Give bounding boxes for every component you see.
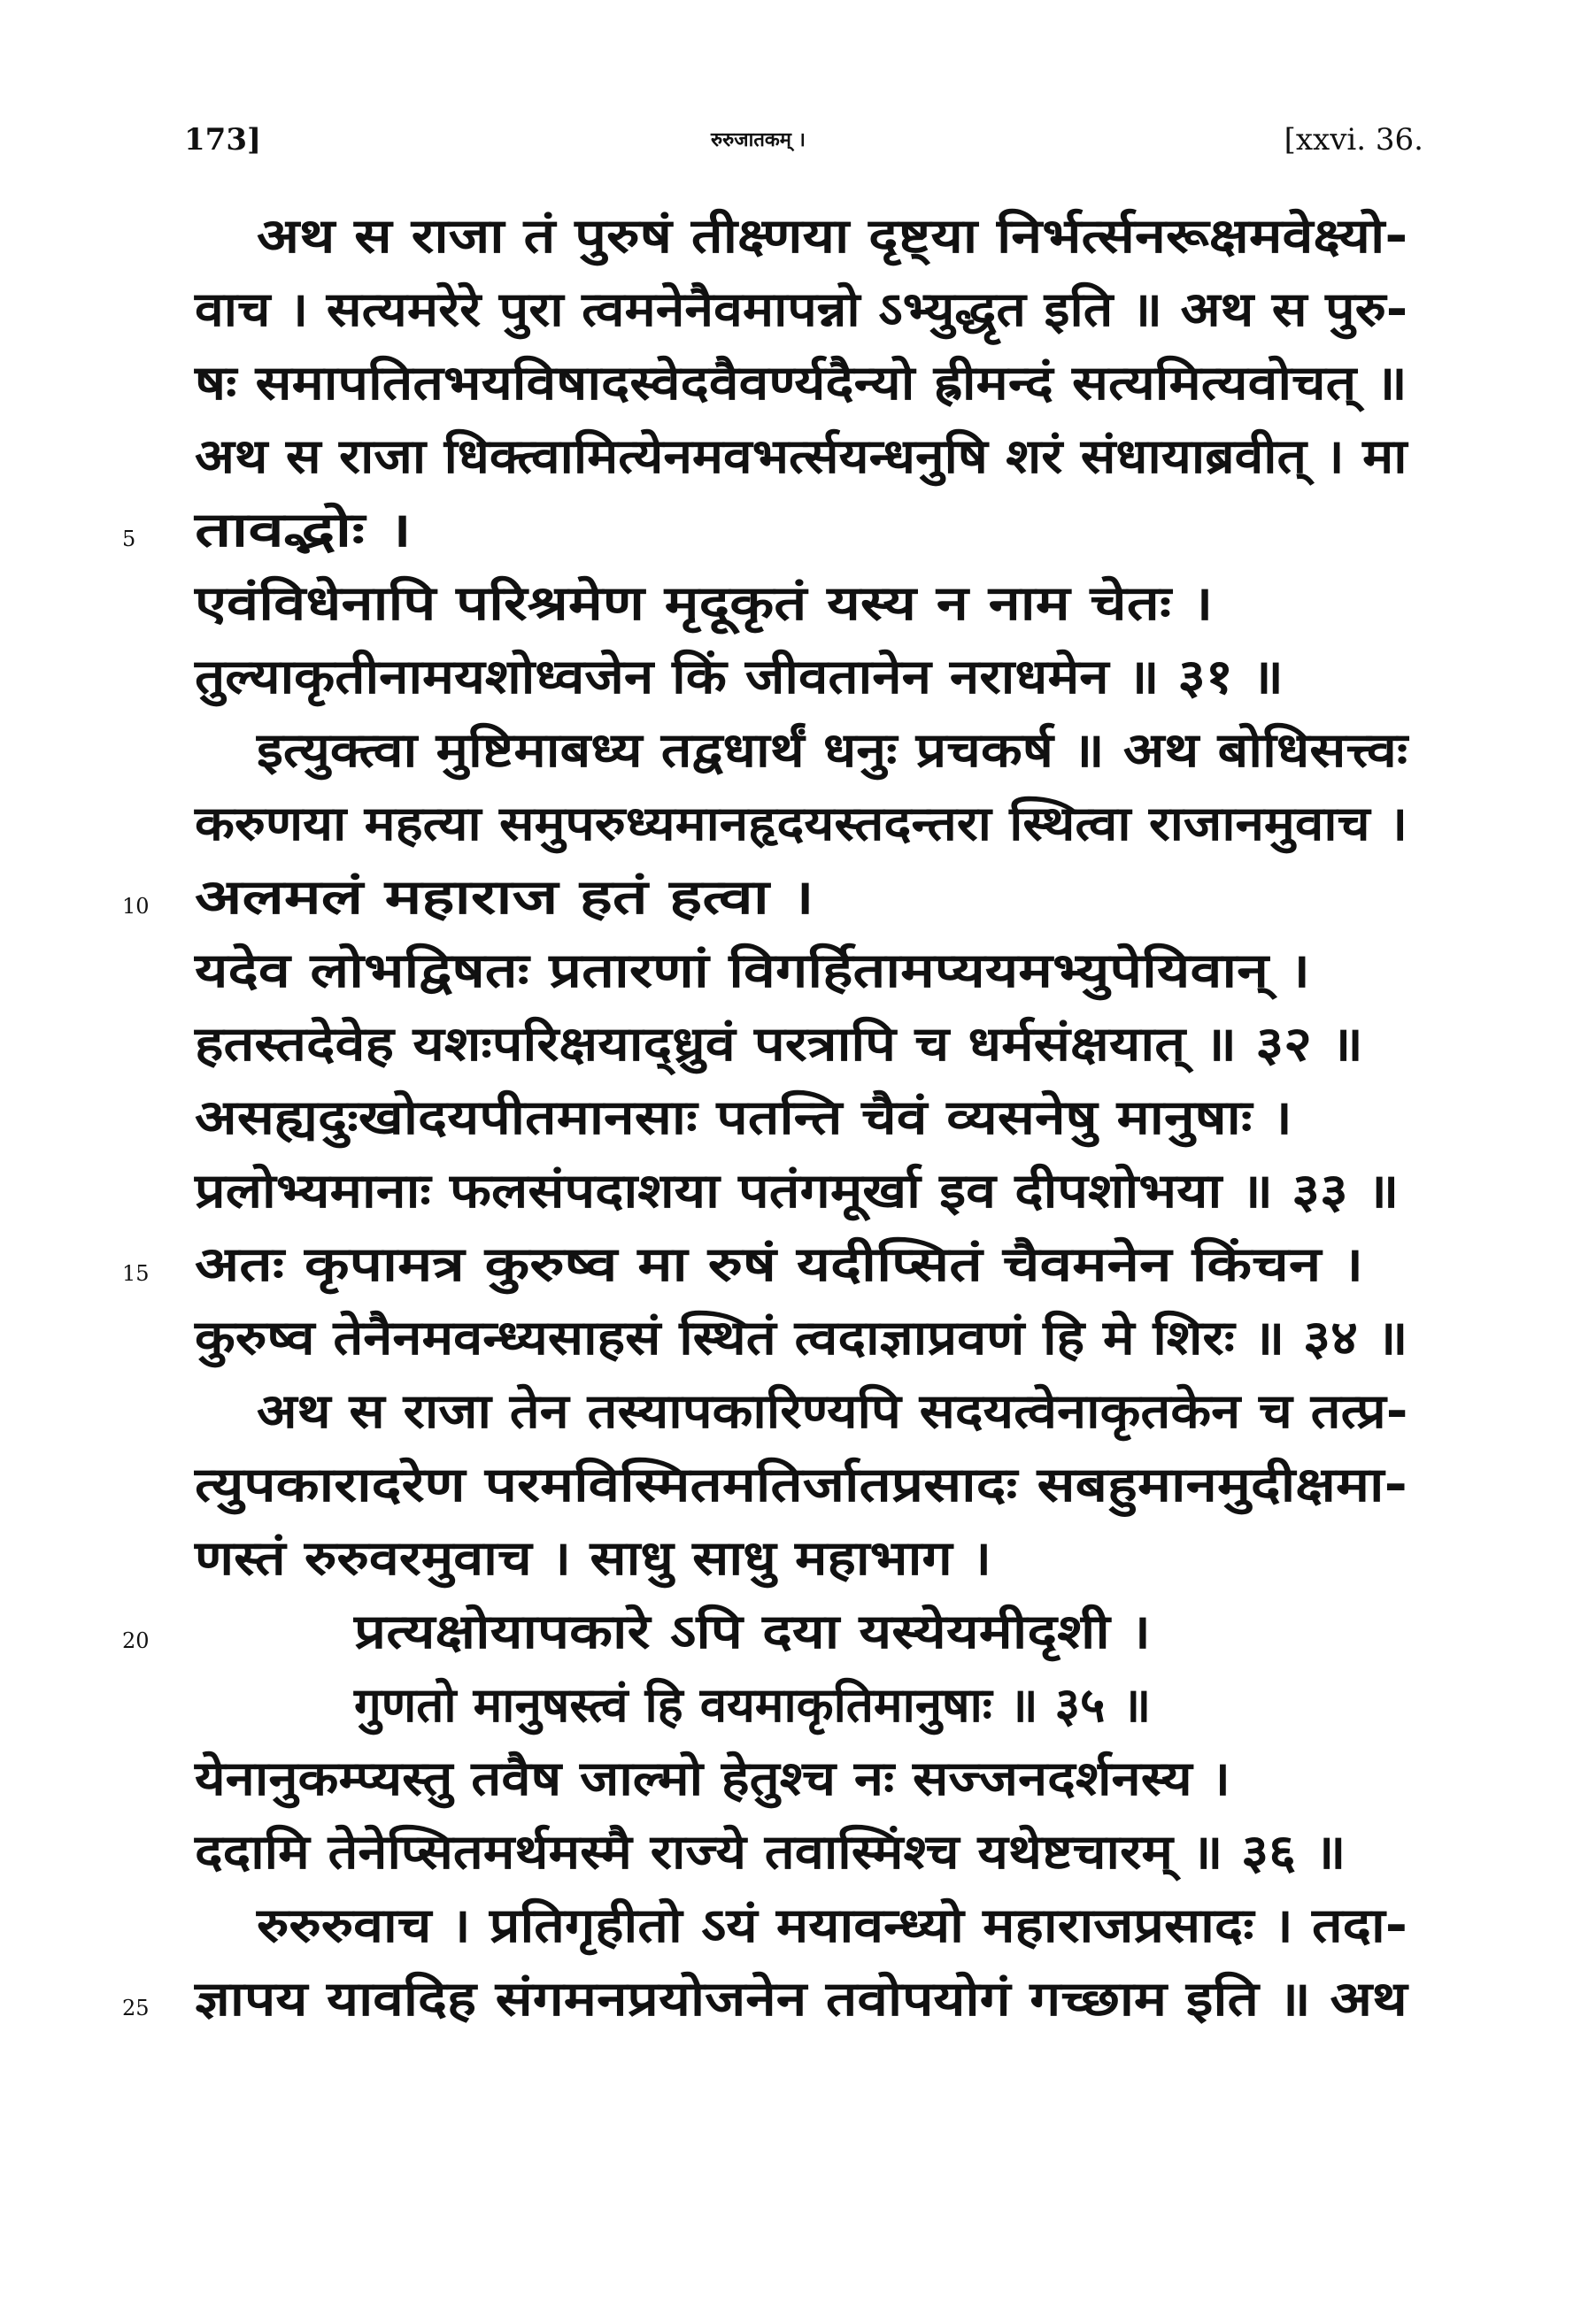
line-text: हतस्तदेवेह यशःपरिक्षयाद्ध्रुवं परत्रापि च धर्मसंक्षयात् ॥ ३२ ॥ — [195, 1016, 1363, 1072]
text-line — [0, 1528, 1581, 1589]
line-text: इत्युक्त्वा मुष्टिमाबध्य तद्वधार्थं धनुः प्रचकर्ष ॥ अथ बोधिसत्त्वः — [257, 722, 1408, 778]
line-text: एवंविधेनापि परिश्रमेण मृदूकृतं यस्य न नाम चेतः । — [195, 575, 1214, 631]
line-text: तावद्भोः । — [195, 502, 413, 558]
text-line — [0, 1160, 1581, 1222]
text-line — [0, 1674, 1581, 1736]
line-text: अलमलं महाराज हतं हत्वा । — [195, 869, 814, 925]
line-number: 15 — [122, 1261, 150, 1286]
text-line — [0, 1601, 1581, 1663]
line-text: कुरुष्व तेनैनमवन्ध्यसाहसं स्थितं त्वदाज्ञाप्रवणं हि मे शिरः ॥ ३४ ॥ — [195, 1310, 1408, 1366]
text-line — [0, 1234, 1581, 1296]
line-text: करुणया महत्या समुपरुध्यमानहृदयस्तदन्तरा स्थित्वा राजानमुवाच । — [195, 796, 1408, 851]
running-title: रुरुजातकम् । — [711, 129, 806, 151]
text-line — [0, 940, 1581, 1002]
line-number: 25 — [122, 1996, 150, 2020]
text-line — [0, 1895, 1581, 1957]
text-line — [0, 499, 1581, 561]
text-line — [0, 1748, 1581, 1810]
text-line — [0, 1307, 1581, 1369]
line-text: यदेव लोभद्विषतः प्रतारणां विगर्हितामप्ययमभ्युपेयिवान् । — [195, 943, 1311, 998]
text-line — [0, 205, 1581, 267]
line-text: त्युपकारादरेण परमविस्मितमतिर्जातप्रसादः सबहुमानमुदीक्षमा- — [195, 1457, 1408, 1512]
line-text: ज्ञापय यावदिह संगमनप्रयोजनेन तवोपयोगं गच्छाम इति ॥ अथ — [195, 1971, 1407, 2027]
section-reference: [xxvi. 36. — [1284, 122, 1423, 158]
line-number: 5 — [122, 527, 136, 551]
text-line — [0, 646, 1581, 708]
line-text: येनानुकम्प्यस्तु तवैष जाल्मो हेतुश्च नः सज्जनदर्शनस्य । — [195, 1751, 1231, 1806]
line-number: 10 — [122, 894, 150, 919]
text-line — [0, 720, 1581, 781]
text-line — [0, 1821, 1581, 1883]
text-line — [0, 426, 1581, 488]
line-text: वाच । सत्यमरेरे पुरा त्वमनेनैवमापन्नो ऽभ्युद्धृत इति ॥ अथ स पुरु- — [195, 281, 1408, 337]
line-text: अथ स राजा धिक्त्वामित्येनमवभर्त्सयन्धनुषि शरं संधायाब्रवीत् । मा — [195, 428, 1407, 484]
text-line — [0, 352, 1581, 414]
line-text: षः समापतितभयविषादस्वेदवैवर्ण्यदैन्यो ह्रीमन्दं सत्यमित्यवोचत् ॥ — [195, 355, 1407, 411]
line-text: असह्यदुःखोदयपीतमानसाः पतन्ति चैवं व्यसनेषु मानुषाः । — [195, 1089, 1292, 1145]
text-line — [0, 279, 1581, 341]
text-line — [0, 573, 1581, 635]
line-text: णस्तं रुरुवरमुवाच । साधु साधु महाभाग । — [195, 1530, 992, 1586]
text-line — [0, 1968, 1581, 2030]
line-text: गुणतो मानुषस्त्वं हि वयमाकृतिमानुषाः ॥ ३५ ॥ — [354, 1677, 1152, 1733]
text-line — [0, 866, 1581, 928]
text-line — [0, 1454, 1581, 1516]
line-text: प्रत्यक्षोयापकारे ऽपि दया यस्येयमीदृशी । — [354, 1604, 1152, 1659]
line-text: ददामि तेनेप्सितमर्थमस्मै राज्ये तवास्मिंश्च यथेष्टचारम् ॥ ३६ ॥ — [195, 1824, 1346, 1880]
text-line — [0, 1087, 1581, 1149]
text-line — [0, 1013, 1581, 1075]
text-line — [0, 793, 1581, 855]
line-text: रुरुरुवाच । प्रतिगृहीतो ऽयं मयावन्ध्यो महाराजप्रसादः । तदा- — [257, 1897, 1407, 1953]
line-number: 20 — [122, 1628, 150, 1653]
line-text: अथ स राजा तेन तस्यापकारिण्यपि सदयत्वेनाकृतकेन च तत्प्र- — [257, 1383, 1408, 1439]
line-text: अतः कृपामत्र कुरुष्व मा रुषं यदीप्सितं चैवमनेन किंचन । — [195, 1236, 1364, 1292]
line-text: प्रलोभ्यमानाः फलसंपदाशया पतंगमूर्खा इव दीपशोभया ॥ ३३ ॥ — [195, 1163, 1400, 1219]
text-line — [0, 1381, 1581, 1443]
page-number: 173] — [184, 122, 262, 158]
running-header — [184, 122, 1423, 166]
line-text: तुल्याकृतीनामयशोध्वजेन किं जीवतानेन नराधमेन ॥ ३१ ॥ — [195, 649, 1284, 704]
line-text: अथ स राजा तं पुरुषं तीक्ष्णया दृष्ट्या निर्भर्त्सनरूक्षमवेक्ष्यो- — [257, 208, 1408, 264]
